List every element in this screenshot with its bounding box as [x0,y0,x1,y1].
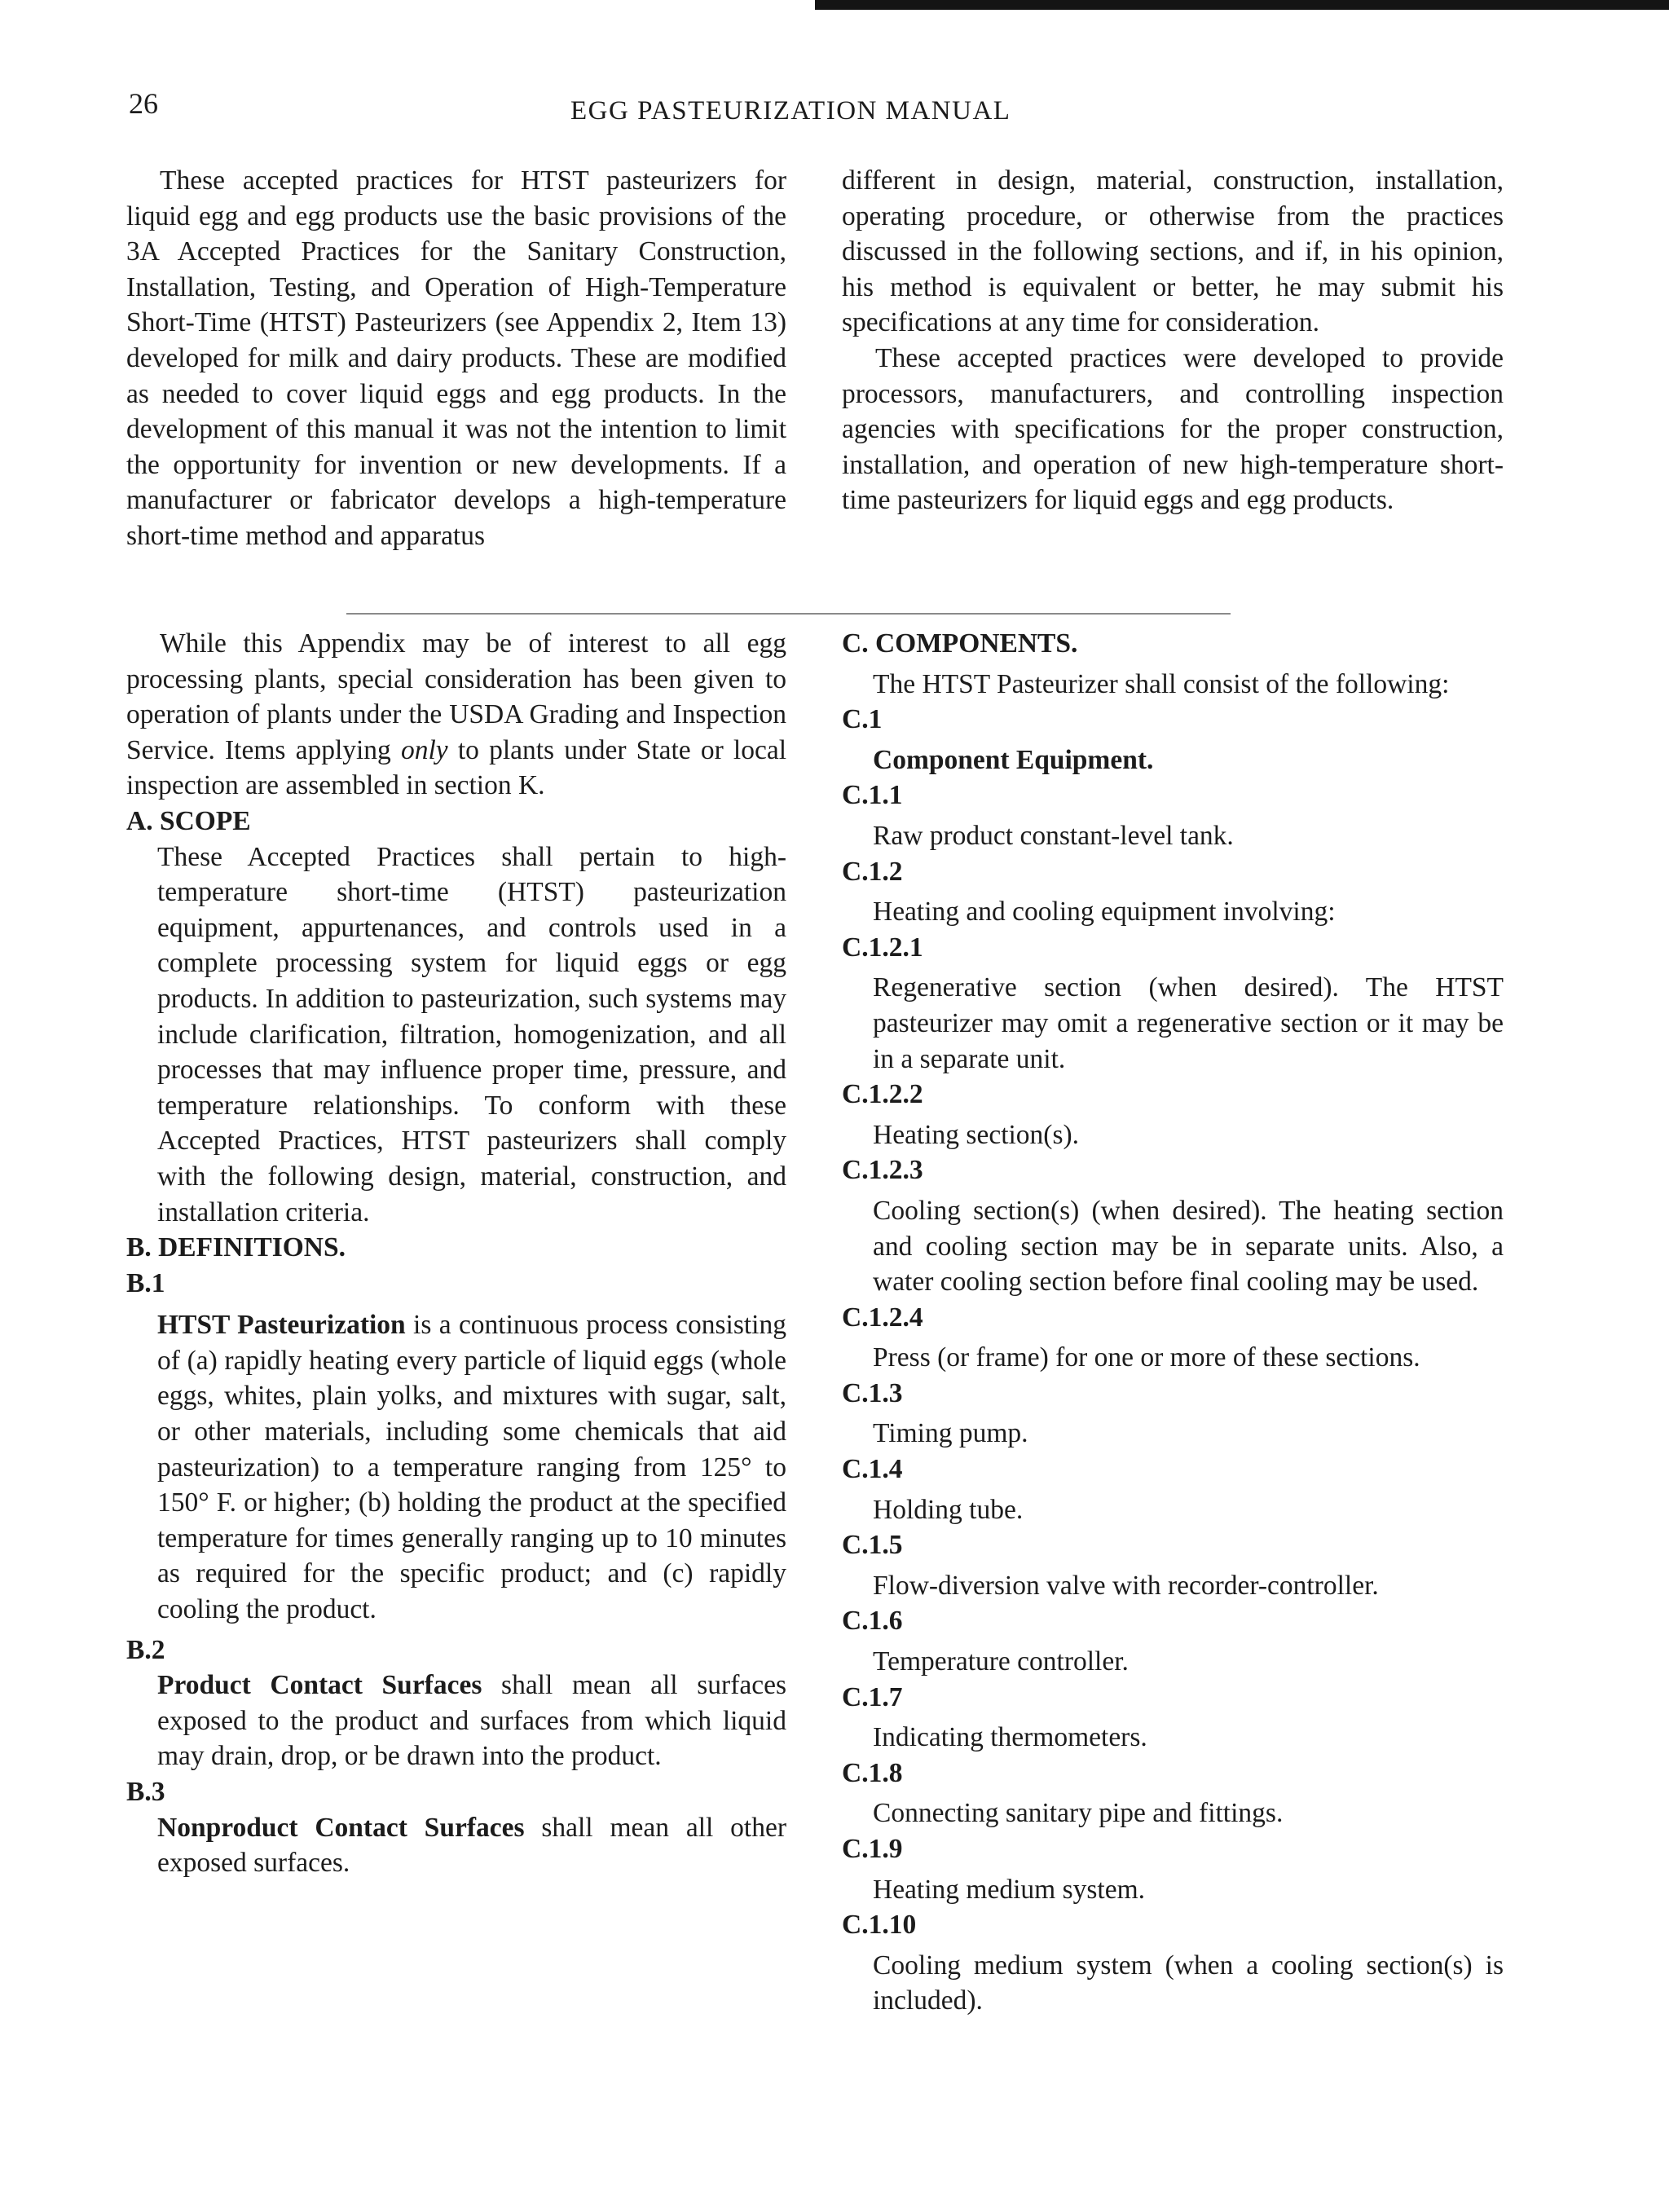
component-number: C.1.2.2 [842,1079,923,1110]
intro-paragraph: These accepted practices for HTST pasteurizers for liquid egg and egg products use the basic provisions of the 3A Accepted Practices for the Sanitary Construction, Installation, Testing, and Operation of High-Temperature Short-Time (HTST) Pasteurizers (see Appendix 2, Item 13) developed for milk and dairy products. These are modified as needed to cover liquid eggs and egg products. In the development of this manual it was not the intention to limit the opportunity for invention or new developments. If a manufacturer or fabricator develops a high-temperature short-time method and apparatus [126,165,786,551]
b3-term: Nonproduct Contact Surfaces [157,1812,525,1843]
component-description: Connecting sanitary pipe and fittings. [873,1798,1284,1829]
component-number: C.1.2.1 [842,932,923,963]
component-number: C.1 [842,704,883,735]
definitions-heading: B. DEFINITIONS. [126,1232,346,1263]
component-number: C.1.10 [842,1910,917,1941]
b3-definition [126,1810,786,1881]
component-number: C.1.3 [842,1377,903,1408]
component-description: Cooling section(s) (when desired). The heating section and cooling section may be in separate units. Also, a water cooling section before final cooling may be used. [873,1195,1504,1298]
component-description: Press (or frame) for one or more of these sections. [873,1342,1420,1373]
component-number: C.1.6 [842,1606,903,1637]
b3-number: B.3 [126,1777,165,1807]
component-description: Heating section(s). [873,1119,1080,1150]
b3-text: shall mean all other exposed surfaces. [157,1812,786,1879]
b2-term: Product Contact Surfaces [157,1670,482,1701]
component-number: C.1.4 [842,1454,903,1485]
lower-right-column [842,626,1504,2019]
component-number: C.1.8 [842,1757,903,1788]
b2-number: B.2 [126,1634,165,1665]
scope-text: These Accepted Practices shall pertain to high-temperature short-time (HTST) pasteurization equipment, appurtenances, and controls used in a complete processing system for liquid eggs or egg products. In addition to pasteurization, such systems may include clarification, filtration, homogenization, and all processes that may influence proper time, pressure, and temperature relationships. To conform with these Accepted Practices, HTST pasteurizers shall comply with the following design, material, construction, and installation criteria. [157,841,786,1227]
component-number: C.1.2.4 [842,1302,923,1333]
component-number: C.1.2 [842,856,903,887]
scope-heading: A. SCOPE [126,805,251,836]
component-description: Heating medium system. [873,1874,1146,1905]
component-description: Component Equipment. [873,744,1154,775]
b1-number: B.1 [126,1267,165,1298]
top-edge-bar [815,0,1669,10]
b1-text: is a continuous process consisting of (a) rapidly heating every particle of liquid eggs (whole eggs, whites, plain yolks, and mixtures with sugar, salt, or other materials, including some chemicals that aid pasteurization) to a temperature ranging from 125° to 150° F. or higher; (b) holding the product at the specified temperature for times generally ranging up to 10 minutes as required for the specific product; and (c) rapidly cooling the product. [157,1310,786,1625]
components-intro: The HTST Pasteurizer shall consist of the following: [873,668,1450,699]
component-number: C.1.9 [842,1834,903,1864]
appendix-intro-emphasis: only [400,734,448,765]
component-description: Holding tube. [873,1494,1024,1525]
top-left-column [126,163,786,554]
component-description: Cooling medium system (when a cooling section(s) is included). [873,1950,1504,2016]
running-title: EGG PASTEURIZATION MANUAL [570,96,1011,126]
component-number: C.1.7 [842,1681,903,1712]
component-description: Regenerative section (when desired). The HTST pasteurizer may omit a regenerative section or it may be in a separate unit. [873,972,1504,1074]
components-list [842,702,1504,2019]
b2-text: shall mean all surfaces exposed to the product and surfaces from which liquid may drain, drop, or be drawn into the product. [157,1670,787,1772]
component-description: Flow-diversion valve with recorder-controller. [873,1570,1379,1601]
component-number: C.1.2.3 [842,1155,923,1186]
component-number: C.1.5 [842,1530,903,1561]
component-number: C.1.1 [842,780,903,811]
b2-definition [126,1668,786,1774]
component-description: Temperature controller. [873,1646,1129,1677]
purpose-paragraph: These accepted practices were developed to provide processors, manufacturers, and controlling inspection agencies with specifications for the proper construction, installation, and operation of new high-temperature short-time pasteurizers for liquid eggs and egg products. [842,342,1504,516]
component-description: Timing pump. [873,1418,1028,1449]
component-description: Indicating thermometers. [873,1722,1147,1753]
top-right-column [842,163,1504,518]
appendix-intro [126,626,786,804]
page-number: 26 [129,87,158,120]
b1-term: HTST Pasteurization [157,1310,406,1341]
appendix-intro-text-end: to plants under State or local inspection are assembled in section K. [126,734,786,801]
b1-definition [126,1307,786,1627]
lower-left-column [126,626,786,1881]
continued-paragraph: different in design, material, construction, installation, operating procedure, or otherwise from the practices discussed in the following sections, and if, in his opinion, his method is equivalent or better, he may submit his specifications at any time for consideration. [842,165,1504,338]
section-divider [346,613,1231,615]
components-heading: C. COMPONENTS. [842,628,1078,659]
component-description: Raw product constant-level tank. [873,820,1234,851]
component-description: Heating and cooling equipment involving: [873,897,1336,928]
appendix-intro-text: While this Appendix may be of interest to all egg processing plants, special consideration has been given to operation of plants under the USDA Grading and Inspection Service. Items applying [126,628,786,765]
